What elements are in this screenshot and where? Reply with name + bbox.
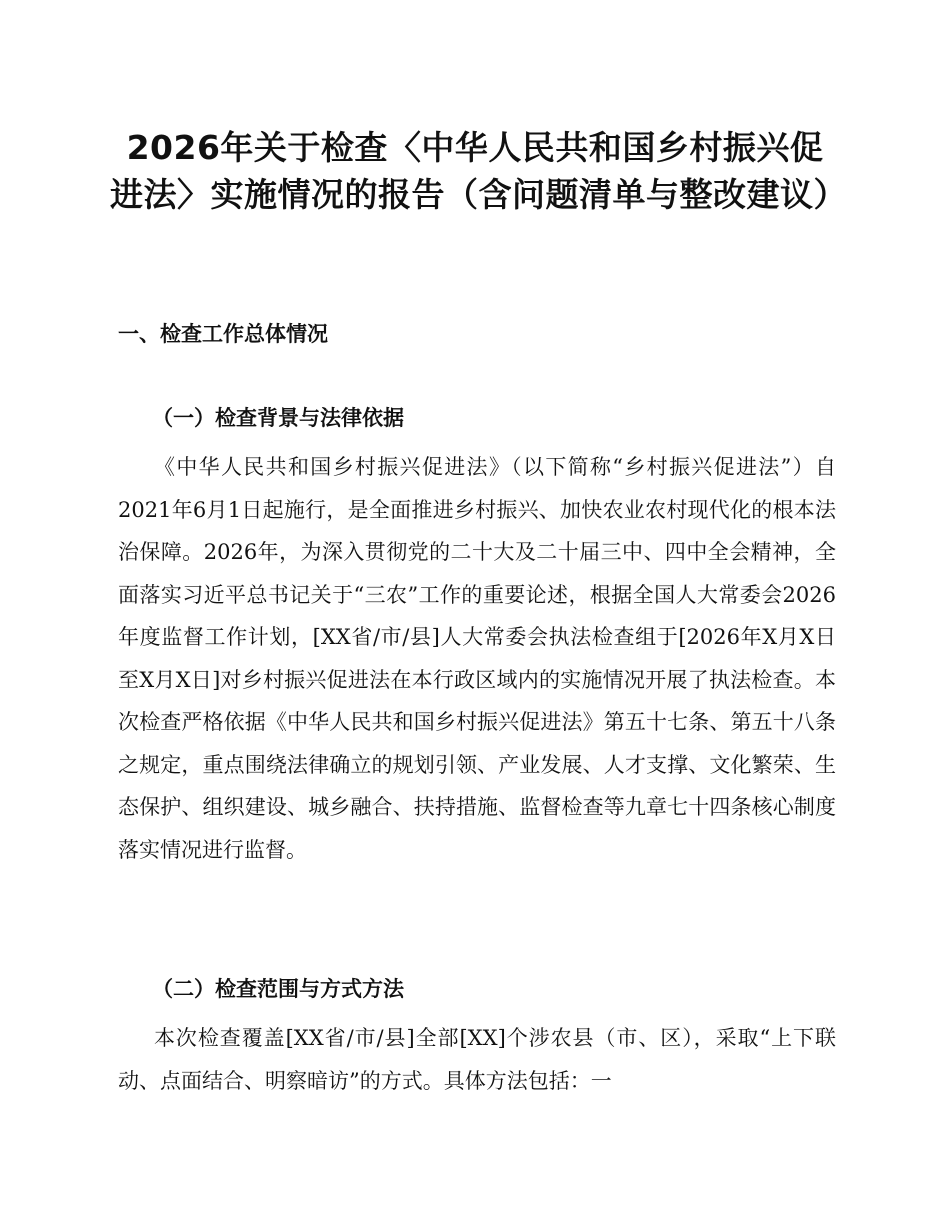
- subsection-heading: （二）检查范围与方式方法: [152, 976, 404, 1001]
- body-paragraph: 《中华人民共和国乡村振兴促进法》（以下简称“乡村振兴促进法”）自2021年6月1日起施行，是全面推进乡村振兴、加快农业农村现代化的根本法治保障。2026年，为深入贯彻党的二十大及二十届三中、四中全会精神，全面落实习近平总书记关于“三农”工作的重要论述，根据全国人大常委会2026年度监督工作计划，[XX省/市/县]人大常委会执法检查组于[2026年X月X日至X月X日]对乡村振兴促进法在本行政区域内的实施情况开展了执法检查。本次检查严格依据《中华人民共和国乡村振兴促进法》第五十七条、第五十八条之规定，重点围绕法律确立的规划引领、产业发展、人才支撑、文化繁荣、生态保护、组织建设、城乡融合、扶持措施、监督检查等九章七十四条核心制度落实情况进行监督。: [118, 455, 836, 862]
- section-heading: 一、检查工作总体情况: [118, 322, 328, 346]
- document-title: 2026年关于检查〈中华人民共和国乡村振兴促进法〉实施情况的报告（含问题清单与整改建议）: [110, 128, 847, 214]
- subsection-heading: （一）检查背景与法律依据: [152, 405, 404, 430]
- body-paragraph: 本次检查覆盖[XX省/市/县]全部[XX]个涉农县（市、区），采取“上下联动、点面结合、明察暗访”的方式。具体方法包括：一: [118, 1026, 836, 1093]
